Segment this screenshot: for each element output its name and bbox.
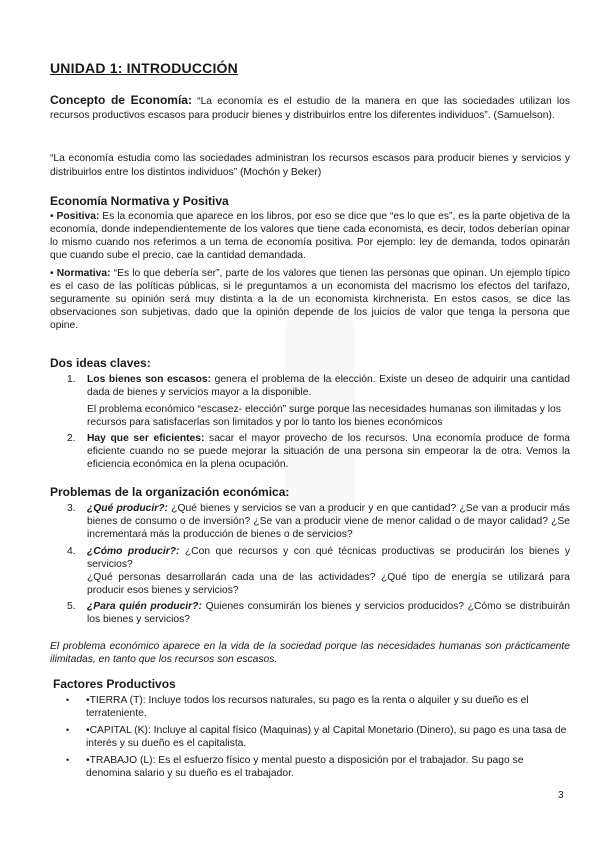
positiva-text: Es la economía que aparece en los libros, por eso se dice que “es lo que es”, es la parte objetiva de la economía, donde independientemente de los valores que tiene cada economista, es decir, todos deberían opinar lo mismo cuando nos referimos a un tema de economía positiva. Por ejemplo: ley de demanda, todos opinarán que cuando sube el precio, cae la cantidad demandada.: [50, 211, 570, 261]
problema-text: ¿Qué bienes y servicios se van a producir y en que cantidad? ¿Se van a producir más bienes de consumo o de inversión? ¿Se van a producir viene de menor calidad o de mayor calidad? ¿Se incrementará más la producción de bienes o de servicios?: [87, 503, 571, 540]
conclusion-paragraph: El problema económico aparece en la vida de la sociedad porque las necesidades humanas son prácticamente ilimitadas, en tanto que los recursos son escasos.: [50, 641, 570, 665]
list-number: 3.: [67, 503, 76, 514]
factor-item: •TIERRA (T): Incluye todos los recursos naturales, su pago es la renta o alquiler y su dueño es el terrateniente.: [86, 695, 529, 719]
quote-paragraph: “La economía estudia como las sociedades administran los recursos escasos para producir bienes y servicios y distribuirlos entre los distintos individuos” (Mochón y Beker): [50, 153, 570, 178]
normativa-paragraph: [50, 267, 570, 332]
factor-item: •CAPITAL (K): Incluye al capital físico (Maquinas) y al Capital Monetario (Dinero), su pago es una tasa de interés y su dueño es el capitalista.: [86, 725, 567, 749]
problema-label: ¿Para quién producir?:: [87, 601, 202, 612]
list-number: 5.: [67, 601, 76, 612]
idea-item-1: [87, 373, 570, 399]
problema-item-4: [87, 545, 570, 571]
section-heading-problemas: Problemas de la organización económica:: [50, 485, 290, 499]
problema-item-5: [87, 600, 570, 626]
section-heading-normativa: Economía Normativa y Positiva: [50, 194, 229, 208]
section-heading-factores: Factores Productivos: [53, 677, 176, 691]
concepto-text: “La economía es el estudio de la manera en que las sociedades utilizan los recursos productivos escasos para producir bienes y distribuirlos entre los diferentes individuos”. (Samuelson).: [50, 96, 571, 121]
idea-item-1-extra: El problema económico “escasez- elección” surge porque las necesidades humanas son ilimitadas y los recursos para satisfacerlas son limitados y por lo tanto los bienes económicos: [87, 404, 561, 428]
idea-item-2: [87, 432, 570, 471]
concepto-paragraph: [50, 93, 570, 123]
idea-label: Hay que ser eficientes:: [87, 433, 205, 444]
problema-label: ¿Cómo producir?:: [87, 546, 180, 557]
list-number: 1.: [67, 374, 76, 385]
section-heading-ideas: Dos ideas claves:: [50, 356, 151, 370]
list-bullet: •: [66, 755, 70, 765]
concepto-label: Concepto de Economía:: [50, 93, 192, 107]
problema-text: Quienes consumirán los bienes y servicios producidos? ¿Cómo se distribuirán los bienes y servicios?: [87, 601, 571, 625]
problema-text: ¿Con que recursos y con qué técnicas productivas se producirán los bienes y servicios?: [87, 546, 570, 570]
bullet-marker: •: [50, 268, 54, 279]
positiva-paragraph: [50, 210, 570, 262]
normativa-label: Normativa:: [56, 268, 111, 279]
page-number: 3: [558, 790, 564, 801]
idea-label: Los bienes son escasos:: [87, 374, 212, 385]
list-number: 4.: [67, 546, 76, 557]
positiva-label: Positiva:: [56, 211, 100, 222]
list-number: 2.: [67, 433, 76, 444]
problema-item-3: [87, 502, 570, 541]
factor-item: •TRABAJO (L): Es el esfuerzo físico y mental puesto a disposición por el trabajador. Su pago se denomina salario y su dueño es el trabajador.: [86, 755, 524, 779]
list-bullet: •: [66, 725, 70, 735]
bullet-marker: •: [50, 211, 54, 222]
problema-label: ¿Qué producir?:: [87, 503, 168, 514]
idea-text: sacar el mayor provecho de los recursos. Una economía produce de forma eficiente cuando no se puede mejorar la situación de una persona sin empeorar la de otra. Vemos la eficiencia económica en la plena ocupación.: [87, 433, 571, 470]
idea-text: genera el problema de la elección. Existe un deseo de adquirir una cantidad dada de bienes y servicios mayor a la disponible.: [87, 374, 570, 398]
problema-item-4-extra: ¿Qué personas desarrollarán cada una de las actividades? ¿Qué tipo de energía se utilizará para producir esos bienes y servicios?: [87, 572, 570, 596]
normativa-text: “Es lo que debería ser”, parte de los valores que tienen las personas que opinan. Un ejemplo típico es el caso de las políticas públicas, si le preguntamos a un economista del macrismo los efectos del tarifazo, seguramente su opinión será muy distinta a la de un economista kirchnerista. En estos casos, se dice las observaciones son subjetivas, dado que la opinión depende de los juicios de valor que tenga la persona que opine.: [50, 268, 570, 331]
page-title: UNIDAD 1: INTRODUCCIÓN: [50, 60, 238, 76]
list-bullet: •: [66, 695, 70, 705]
